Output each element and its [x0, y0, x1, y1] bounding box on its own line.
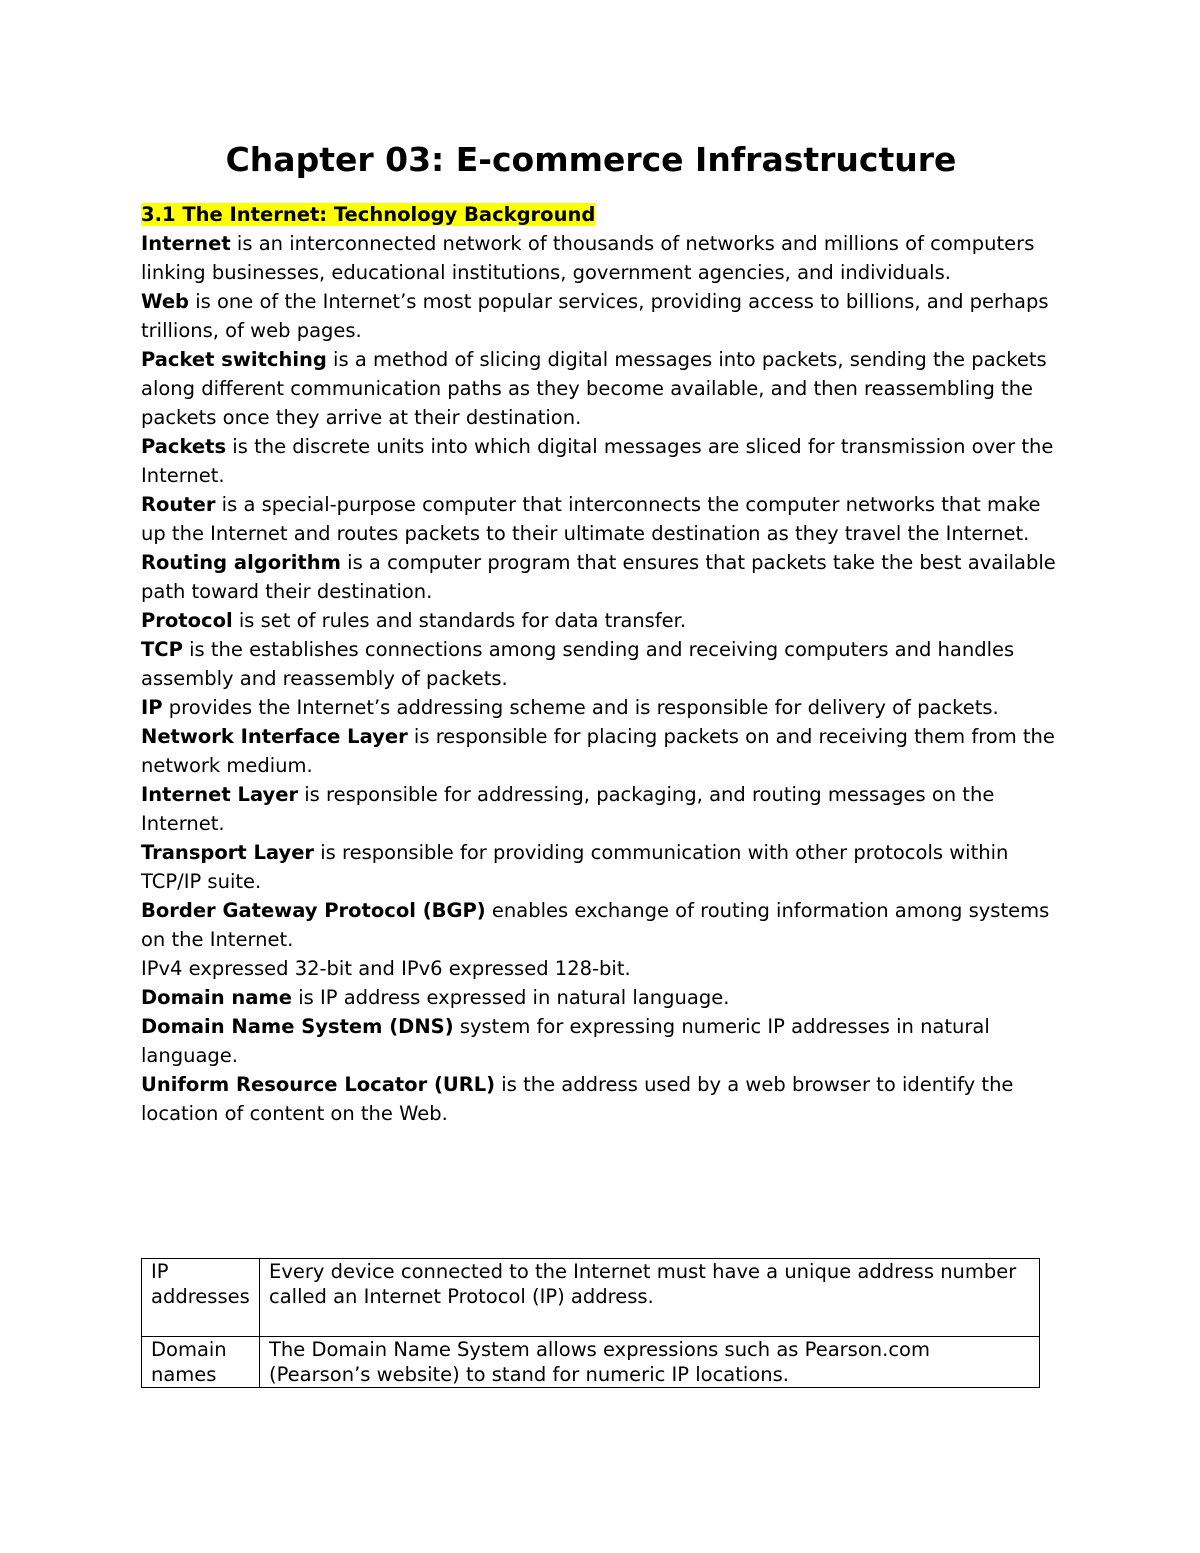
- definition-item: [141, 954, 1061, 983]
- definition-item: [141, 1012, 1061, 1070]
- definition-item: [141, 229, 1061, 287]
- definition-text: is the address used by a web browser to identify the location of content on the Web.: [141, 1073, 1014, 1125]
- definition-item: [141, 635, 1061, 693]
- definition-text: is the establishes connections among sending and receiving computers and handles assembly and reassembly of packets.: [141, 638, 1015, 690]
- info-table: [141, 1258, 1040, 1388]
- definition-text: is set of rules and standards for data transfer.: [232, 609, 687, 632]
- definition-text: is one of the Internet’s most popular services, providing access to billions, and perhaps trillions, of web pages.: [141, 290, 1049, 342]
- definition-text: is responsible for addressing, packaging, and routing messages on the Internet.: [141, 783, 995, 835]
- definition-item: [141, 896, 1061, 954]
- table-cell-key: IP addresses: [142, 1259, 260, 1337]
- definition-text: enables exchange of routing information among systems on the Internet.: [141, 899, 1050, 951]
- definition-term: Transport Layer: [141, 841, 315, 864]
- definition-item: [141, 780, 1061, 838]
- table-cell-value: Every device connected to the Internet must have a unique address number called an Internet Protocol (IP) address.: [260, 1259, 1040, 1337]
- definition-text: system for expressing numeric IP addresses in natural language.: [141, 1015, 990, 1067]
- definition-item: [141, 345, 1061, 432]
- definition-term: Internet Layer: [141, 783, 299, 806]
- definition-item: [141, 287, 1061, 345]
- table-cell-key: Domain names: [142, 1337, 260, 1388]
- definition-term: TCP: [141, 638, 183, 661]
- definition-item: [141, 1070, 1061, 1128]
- definition-text: is responsible for placing packets on and receiving them from the network medium.: [141, 725, 1055, 777]
- definition-item: [141, 432, 1061, 490]
- definition-text: is a computer program that ensures that packets take the best available path toward their destination.: [141, 551, 1056, 603]
- definition-item: [141, 722, 1061, 780]
- definition-item: [141, 606, 1061, 635]
- definition-text: provides the Internet’s addressing scheme and is responsible for delivery of packets.: [162, 696, 999, 719]
- definition-item: [141, 838, 1061, 896]
- document-page: [141, 140, 1061, 1386]
- definition-text: is a special-purpose computer that interconnects the computer networks that make up the Internet and routes packets to their ultimate destination as they travel the Internet.: [141, 493, 1041, 545]
- definition-item: [141, 693, 1061, 722]
- definition-term: Protocol: [141, 609, 233, 632]
- definition-text: IPv4 expressed 32-bit and IPv6 expressed 128-bit.: [141, 957, 631, 980]
- definition-term: IP: [141, 696, 163, 719]
- definition-term: Packets: [141, 435, 227, 458]
- definition-term: Network Interface Layer: [141, 725, 408, 748]
- definition-term: Uniform Resource Locator (URL): [141, 1073, 496, 1096]
- definition-text: is a method of slicing digital messages into packets, sending the packets along different communication paths as they become available, and then reassembling the packets once they arrive at their destination.: [141, 348, 1047, 429]
- table-cell-value: The Domain Name System allows expressions such as Pearson.com (Pearson’s website) to stand for numeric IP locations.: [260, 1337, 1040, 1388]
- definition-text: is the discrete units into which digital messages are sliced for transmission over the Internet.: [141, 435, 1054, 487]
- definition-term: Routing algorithm: [141, 551, 341, 574]
- definition-term: Packet switching: [141, 348, 327, 371]
- definition-item: [141, 490, 1061, 548]
- definition-term: Domain Name System (DNS): [141, 1015, 454, 1038]
- table-row: [142, 1259, 1040, 1337]
- page-title: Chapter 03: E-commerce Infrastructure: [225, 140, 957, 179]
- definition-text: is responsible for providing communication with other protocols within TCP/IP suite.: [141, 841, 1009, 893]
- definitions-list: [141, 229, 1061, 1128]
- section-heading-text: 3.1 The Internet: Technology Background: [141, 203, 596, 226]
- definition-text: is IP address expressed in natural language.: [292, 986, 730, 1009]
- definition-term: Web: [141, 290, 189, 313]
- definition-text: is an interconnected network of thousands of networks and millions of computers linking businesses, educational institutions, government agencies, and individuals.: [141, 232, 1035, 284]
- definition-item: [141, 548, 1061, 606]
- definition-item: [141, 983, 1061, 1012]
- table-row: [142, 1337, 1040, 1388]
- section-heading: [141, 200, 1061, 229]
- definition-term: Router: [141, 493, 216, 516]
- definition-term: Border Gateway Protocol (BGP): [141, 899, 486, 922]
- definition-term: Domain name: [141, 986, 293, 1009]
- definition-term: Internet: [141, 232, 231, 255]
